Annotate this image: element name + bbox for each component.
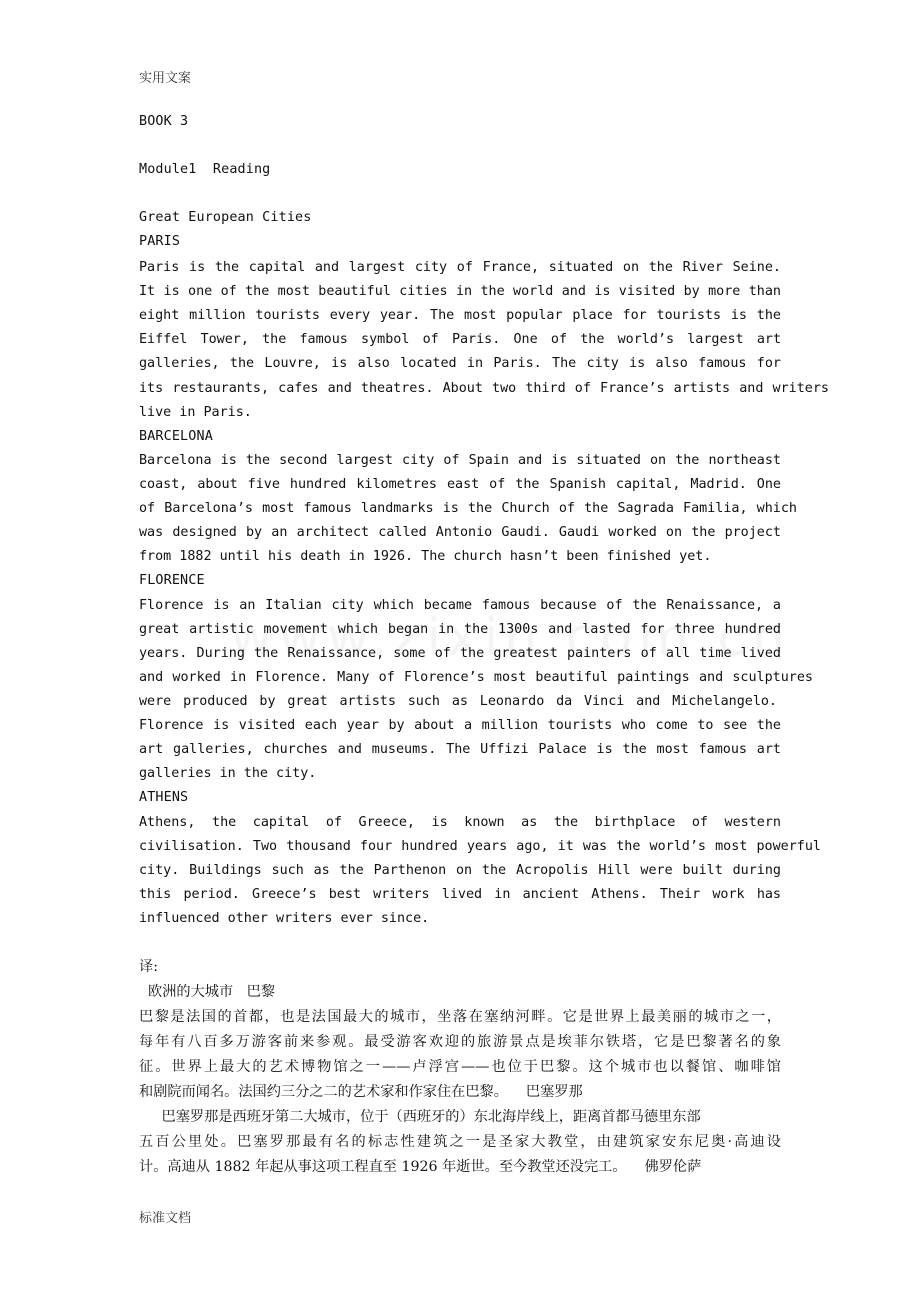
translation-label: 译: [139, 959, 158, 975]
paris-line: its restaurants, cafes and theatres. About two third of France’s artists and writers [139, 381, 829, 396]
barcelona-line: Barcelona is the second largest city of Spain and is situated on the northeast [139, 453, 781, 468]
florence-line: and worked in Florence. Many of Florence’s most beautiful paintings and sculptures [139, 670, 813, 685]
page-header: 实用文案 [139, 71, 192, 86]
paris-line: live in Paris. [139, 405, 252, 420]
florence-line: Florence is an Italian city which became famous because of the Renaissance, a [139, 598, 781, 613]
paris-line: galleries, the Louvre, is also located in Paris. The city is also famous for [139, 356, 781, 371]
athens-line: influenced other writers ever since. [139, 911, 430, 926]
paris-line: Eiffel Tower, the famous symbol of Paris. One of the world’s largest art [139, 332, 781, 347]
section-heading-athens: ATHENS [139, 790, 189, 805]
article-title: Great European Cities [139, 210, 312, 225]
florence-line: art galleries, churches and museums. The Uffizi Palace is the most famous art [139, 742, 781, 757]
athens-line: city. Buildings such as the Parthenon on the Acropolis Hill were built during [139, 863, 781, 878]
section-heading-paris: PARIS [139, 234, 181, 249]
paris-line: It is one of the most beautiful cities in the world and is visited by more than [139, 284, 781, 299]
florence-line: years. During the Renaissance, some of the greatest painters of all time lived [139, 646, 781, 661]
florence-line: Florence is visited each year by about a million tourists who come to see the [139, 718, 781, 733]
barcelona-line: from 1882 until his death in 1926. The church hasn’t been finished yet. [139, 549, 712, 564]
section-heading-barcelona: BARCELONA [139, 429, 213, 444]
book-title: BOOK 3 [139, 114, 189, 129]
translation-line: 和剧院而闻名。法国约三分之二的艺术家和作家住在巴黎。 巴塞罗那 [139, 1084, 583, 1100]
barcelona-line: of Barcelona’s most famous landmarks is the Church of the Sagrada Familia, which [139, 501, 797, 516]
translation-line: 巴黎是法国的首都，也是法国最大的城市，坐落在塞纳河畔。它是世界上最美丽的城市之一， [139, 1009, 781, 1025]
translation-line: 巴塞罗那是西班牙第二大城市，位于（西班牙的）东北海岸线上，距离首都马德里东部 [139, 1109, 701, 1125]
page-footer: 标准文档 [139, 1211, 192, 1226]
section-heading-florence: FLORENCE [139, 573, 205, 588]
translation-line: 征。世界上最大的艺术博物馆之一——卢浮宫——也位于巴黎。这个城市也以餐馆、咖啡馆 [139, 1059, 781, 1075]
florence-line: galleries in the city. [139, 766, 317, 781]
barcelona-line: coast, about five hundred kilometres east of the Spanish capital, Madrid. One [139, 477, 781, 492]
athens-line: Athens, the capital of Greece, is known as the birthplace of western [139, 815, 781, 830]
athens-line: civilisation. Two thousand four hundred years ago, it was the world’s most powerful [139, 839, 821, 854]
module-title: Module1 Reading [139, 162, 271, 177]
athens-line: this period. Greece’s best writers lived in ancient Athens. Their work has [139, 887, 781, 902]
florence-line: were produced by great artists such as Leonardo da Vinci and Michelangelo. [139, 694, 777, 709]
translation-line: 五百公里处。巴塞罗那最有名的标志性建筑之一是圣家大教堂，由建筑家安东尼奥·高迪设 [139, 1134, 781, 1150]
barcelona-line: was designed by an architect called Antonio Gaudi. Gaudi worked on the project [139, 525, 781, 540]
translation-line: 计。高迪从 1882 年起从事这项工程直至 1926 年逝世。至今教堂还没完工。 佛罗伦萨 [139, 1159, 702, 1175]
translation-title: 欧洲的大城市 巴黎 [139, 984, 276, 1000]
paris-line: eight million tourists every year. The most popular place for tourists is the [139, 308, 781, 323]
translation-line: 每年有八百多万游客前来参观。最受游客欢迎的旅游景点是埃菲尔铁塔，它是巴黎著名的象 [139, 1034, 781, 1050]
florence-line: great artistic movement which began in the 1300s and lasted for three hundred [139, 622, 781, 637]
paris-line: Paris is the capital and largest city of France, situated on the River Seine. [139, 260, 781, 275]
